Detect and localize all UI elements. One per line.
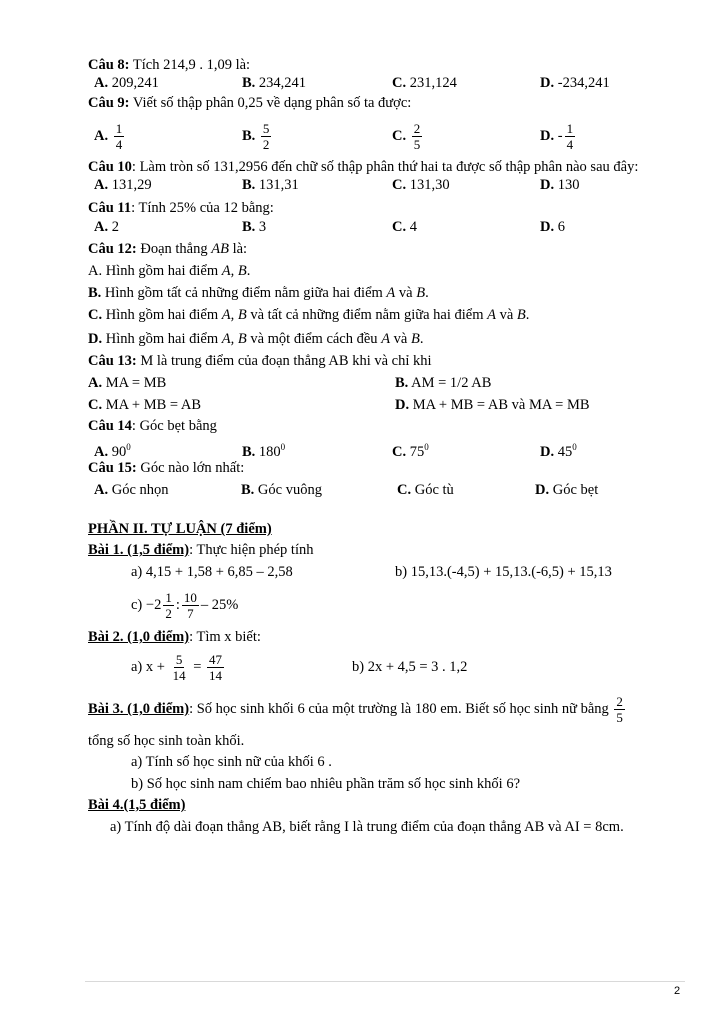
option-d: D. $45^0$ [540,442,577,460]
option-b: B. AM = 1/2 AB [395,375,492,391]
question-text: Tích 214,9 . 1,09 là: [132,57,251,73]
question-9 [88,94,411,112]
option-b: B. 3 [242,219,267,235]
option-d: D. 130 [540,177,580,193]
exercise-label: Bài 3. (1,0 điểm) [88,701,190,717]
page-number: 2 [674,985,681,997]
question-15 [88,459,244,477]
exercise-3: Bài 3. (1,0 điểm): Số học sinh khối 6 của một trường là 180 em. Biết số học sinh nữ bằng $\frac{2}{5}$ [88,694,623,726]
exercise-1-b: b) 15,13.(-4,5) + 15,13.(-6,5) + 15,13 [395,564,612,580]
question-label: Câu 11 [88,200,132,216]
option-b: B. $\frac{5}{2}$ [242,121,270,153]
option-d: D. MA + MB = AB và MA = MB [395,397,590,413]
question-text: : Làm tròn số 131,2956 đến chữ số thập phân thứ hai ta được số thập phân nào sau đây: [131,159,639,175]
exercise-1-c: c) −2 $\frac{1}{2}$ : $\frac{10}{7}$ – 25% [131,590,239,622]
question-12-option-a: A. Hình gồm hai điểm A, B. [88,263,251,279]
option-d: D. -234,241 [540,75,610,91]
question-10 [88,158,638,176]
option-c: C. 231,124 [392,75,457,91]
option-b: B. Góc vuông [241,482,322,498]
option-c: C. $\frac{2}{5}$ [392,121,421,153]
question-8-options [88,74,688,92]
question-8 [88,56,250,74]
option-a: A. 209,241 [94,75,159,91]
exercise-3-b: b) Số học sinh nam chiếm bao nhiêu phần trăm số học sinh khối 6? [131,776,521,792]
question-11 [88,199,274,217]
option-b: B. 234,241 [242,75,307,91]
question-14 [88,417,217,435]
section-title: PHẦN II. TỰ LUẬN (7 điểm) [88,521,272,537]
option-c: C. MA + MB = AB [88,397,202,413]
option-d: D. Góc bẹt [535,482,599,498]
exercise-label: Bài 1. (1,5 điểm) [88,542,190,558]
question-13 [88,352,432,370]
exercise-3-text: tổng số học sinh toàn khối. [88,733,245,749]
question-label: Câu 10 [88,159,132,175]
question-15-options [88,481,688,499]
exercise-4-a: a) Tính độ dài đoạn thẳng AB, biết rằng I là trung điểm của đoạn thẳng AB và AI = 8cm. [110,819,624,835]
question-12-option-d: D. Hình gồm hai điểm A, B và một điểm cách đều A và B. [88,331,424,347]
question-12: Câu 12: Đoạn thẳng AB là: [88,241,248,257]
option-c: C. 131,30 [392,177,450,193]
option-b: B. 131,31 [242,177,299,193]
option-a: A. Góc nhọn [94,482,169,498]
option-a: A. 2 [94,219,119,235]
exercise-label: Bài 2. (1,0 điểm) [88,629,190,645]
question-label: Câu 14 [88,418,132,434]
question-13-options-row2 [88,396,688,414]
question-12-option-b: B. Hình gồm tất cả những điểm nằm giữa hai điểm A và B. [88,285,429,301]
option-a: A. $90^0$ [94,442,131,460]
option-c: C. $75^0$ [392,442,429,460]
question-text: Góc nào lớn nhất: [140,460,245,476]
question-13-options-row1 [88,374,688,392]
question-label: Câu 12: [88,241,137,257]
exercise-2: Bài 2. (1,0 điểm): Tìm x biết: [88,629,261,645]
question-text: : Tính 25% của 12 bằng: [131,200,274,216]
question-label: Câu 9: [88,95,130,111]
question-text: Viết số thập phân 0,25 về dạng phân số ta được: [132,95,412,111]
question-text: : Góc bẹt bằng [131,418,217,434]
exercise-1: Bài 1. (1,5 điểm): Thực hiện phép tính [88,542,314,558]
question-label: Câu 8: [88,57,130,73]
option-d: D. 6 [540,219,565,235]
question-9-options [88,121,688,151]
question-label: Câu 15: [88,460,137,476]
question-label: Câu 13: [88,353,137,369]
question-11-options [88,218,688,236]
question-12-option-c: C. Hình gồm hai điểm A, B và tất cả những điểm nằm giữa hai điểm A và B. [88,307,530,323]
exercise-4: Bài 4.(1,5 điểm) [88,797,186,813]
option-b: B. $180^0$ [242,442,286,460]
option-c: C. Góc tù [397,482,454,498]
option-d: D. - $\frac{1}{4}$ [540,121,574,153]
question-text: M là trung điểm của đoạn thẳng AB khi và chỉ khi [140,353,432,369]
exercise-2-b: b) 2x + 4,5 = 3 . 1,2 [352,659,468,675]
option-a: A. $\frac{1}{4}$ [94,121,123,153]
option-c: C. 4 [392,219,417,235]
option-a: A. MA = MB [88,375,167,391]
exercise-1-a: a) 4,15 + 1,58 + 6,85 – 2,58 [131,564,293,580]
exercise-2-a: a) x + $\frac{5}{14}$ = $\frac{47}{14}$ [131,652,223,684]
question-10-options [88,176,688,194]
footer-divider [85,981,685,982]
option-a: A. 131,29 [94,177,152,193]
question-14-options [88,438,688,460]
exercise-3-a: a) Tính số học sinh nữ của khối 6 . [131,754,332,770]
